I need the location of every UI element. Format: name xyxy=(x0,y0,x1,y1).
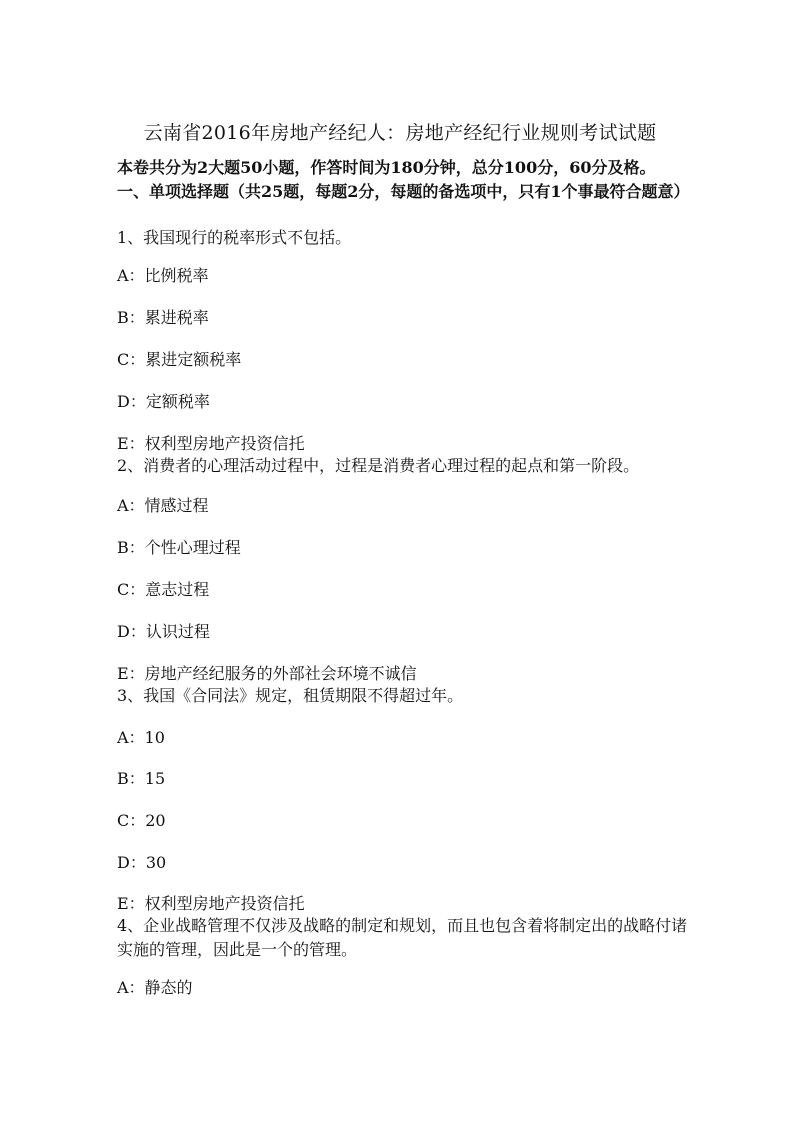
section-heading: 一、单项选择题（共25题，每题2分，每题的备选项中，只有1个事最符合题意） xyxy=(117,182,690,201)
question-4-option-a: A：静态的 xyxy=(117,978,193,997)
question-2-stem: 2、消费者的心理活动过程中，过程是消费者心理过程的起点和第一阶段。 xyxy=(117,456,640,475)
question-2-option-b: B：个性心理过程 xyxy=(117,538,241,557)
question-3-option-a: A：10 xyxy=(117,728,165,747)
question-1-option-b: B：累进税率 xyxy=(117,308,209,327)
question-1-option-d: D：定额税率 xyxy=(117,392,210,411)
question-1-stem: 1、我国现行的税率形式不包括。 xyxy=(117,228,352,247)
question-3-stem: 3、我国《合同法》规定，租赁期限不得超过年。 xyxy=(117,686,464,705)
question-1-option-c: C：累进定额税率 xyxy=(117,350,242,369)
question-1-option-e: E：权利型房地产投资信托 xyxy=(117,434,305,453)
question-1-option-a: A：比例税率 xyxy=(117,266,209,285)
question-3-option-c: C：20 xyxy=(117,811,166,830)
question-2-option-d: D：认识过程 xyxy=(117,622,210,641)
question-4-stem: 4、企业战略管理不仅涉及战略的制定和规划，而且也包含着将制定出的战略付诸实施的管理，因此是一个的管理。 xyxy=(117,916,688,959)
exam-intro: 本卷共分为2大题50小题，作答时间为180分钟，总分100分，60分及格。 xyxy=(117,158,656,177)
question-2-option-c: C：意志过程 xyxy=(117,580,210,599)
question-3-option-d: D：30 xyxy=(117,853,167,872)
question-2-option-a: A：情感过程 xyxy=(117,496,209,515)
question-3-option-b: B：15 xyxy=(117,769,166,788)
question-2-option-e: E：房地产经纪服务的外部社会环境不诚信 xyxy=(117,664,417,683)
document-title: 云南省2016年房地产经纪人：房地产经纪行业规则考试试题 xyxy=(143,122,657,144)
question-3-option-e: E：权利型房地产投资信托 xyxy=(117,894,305,913)
